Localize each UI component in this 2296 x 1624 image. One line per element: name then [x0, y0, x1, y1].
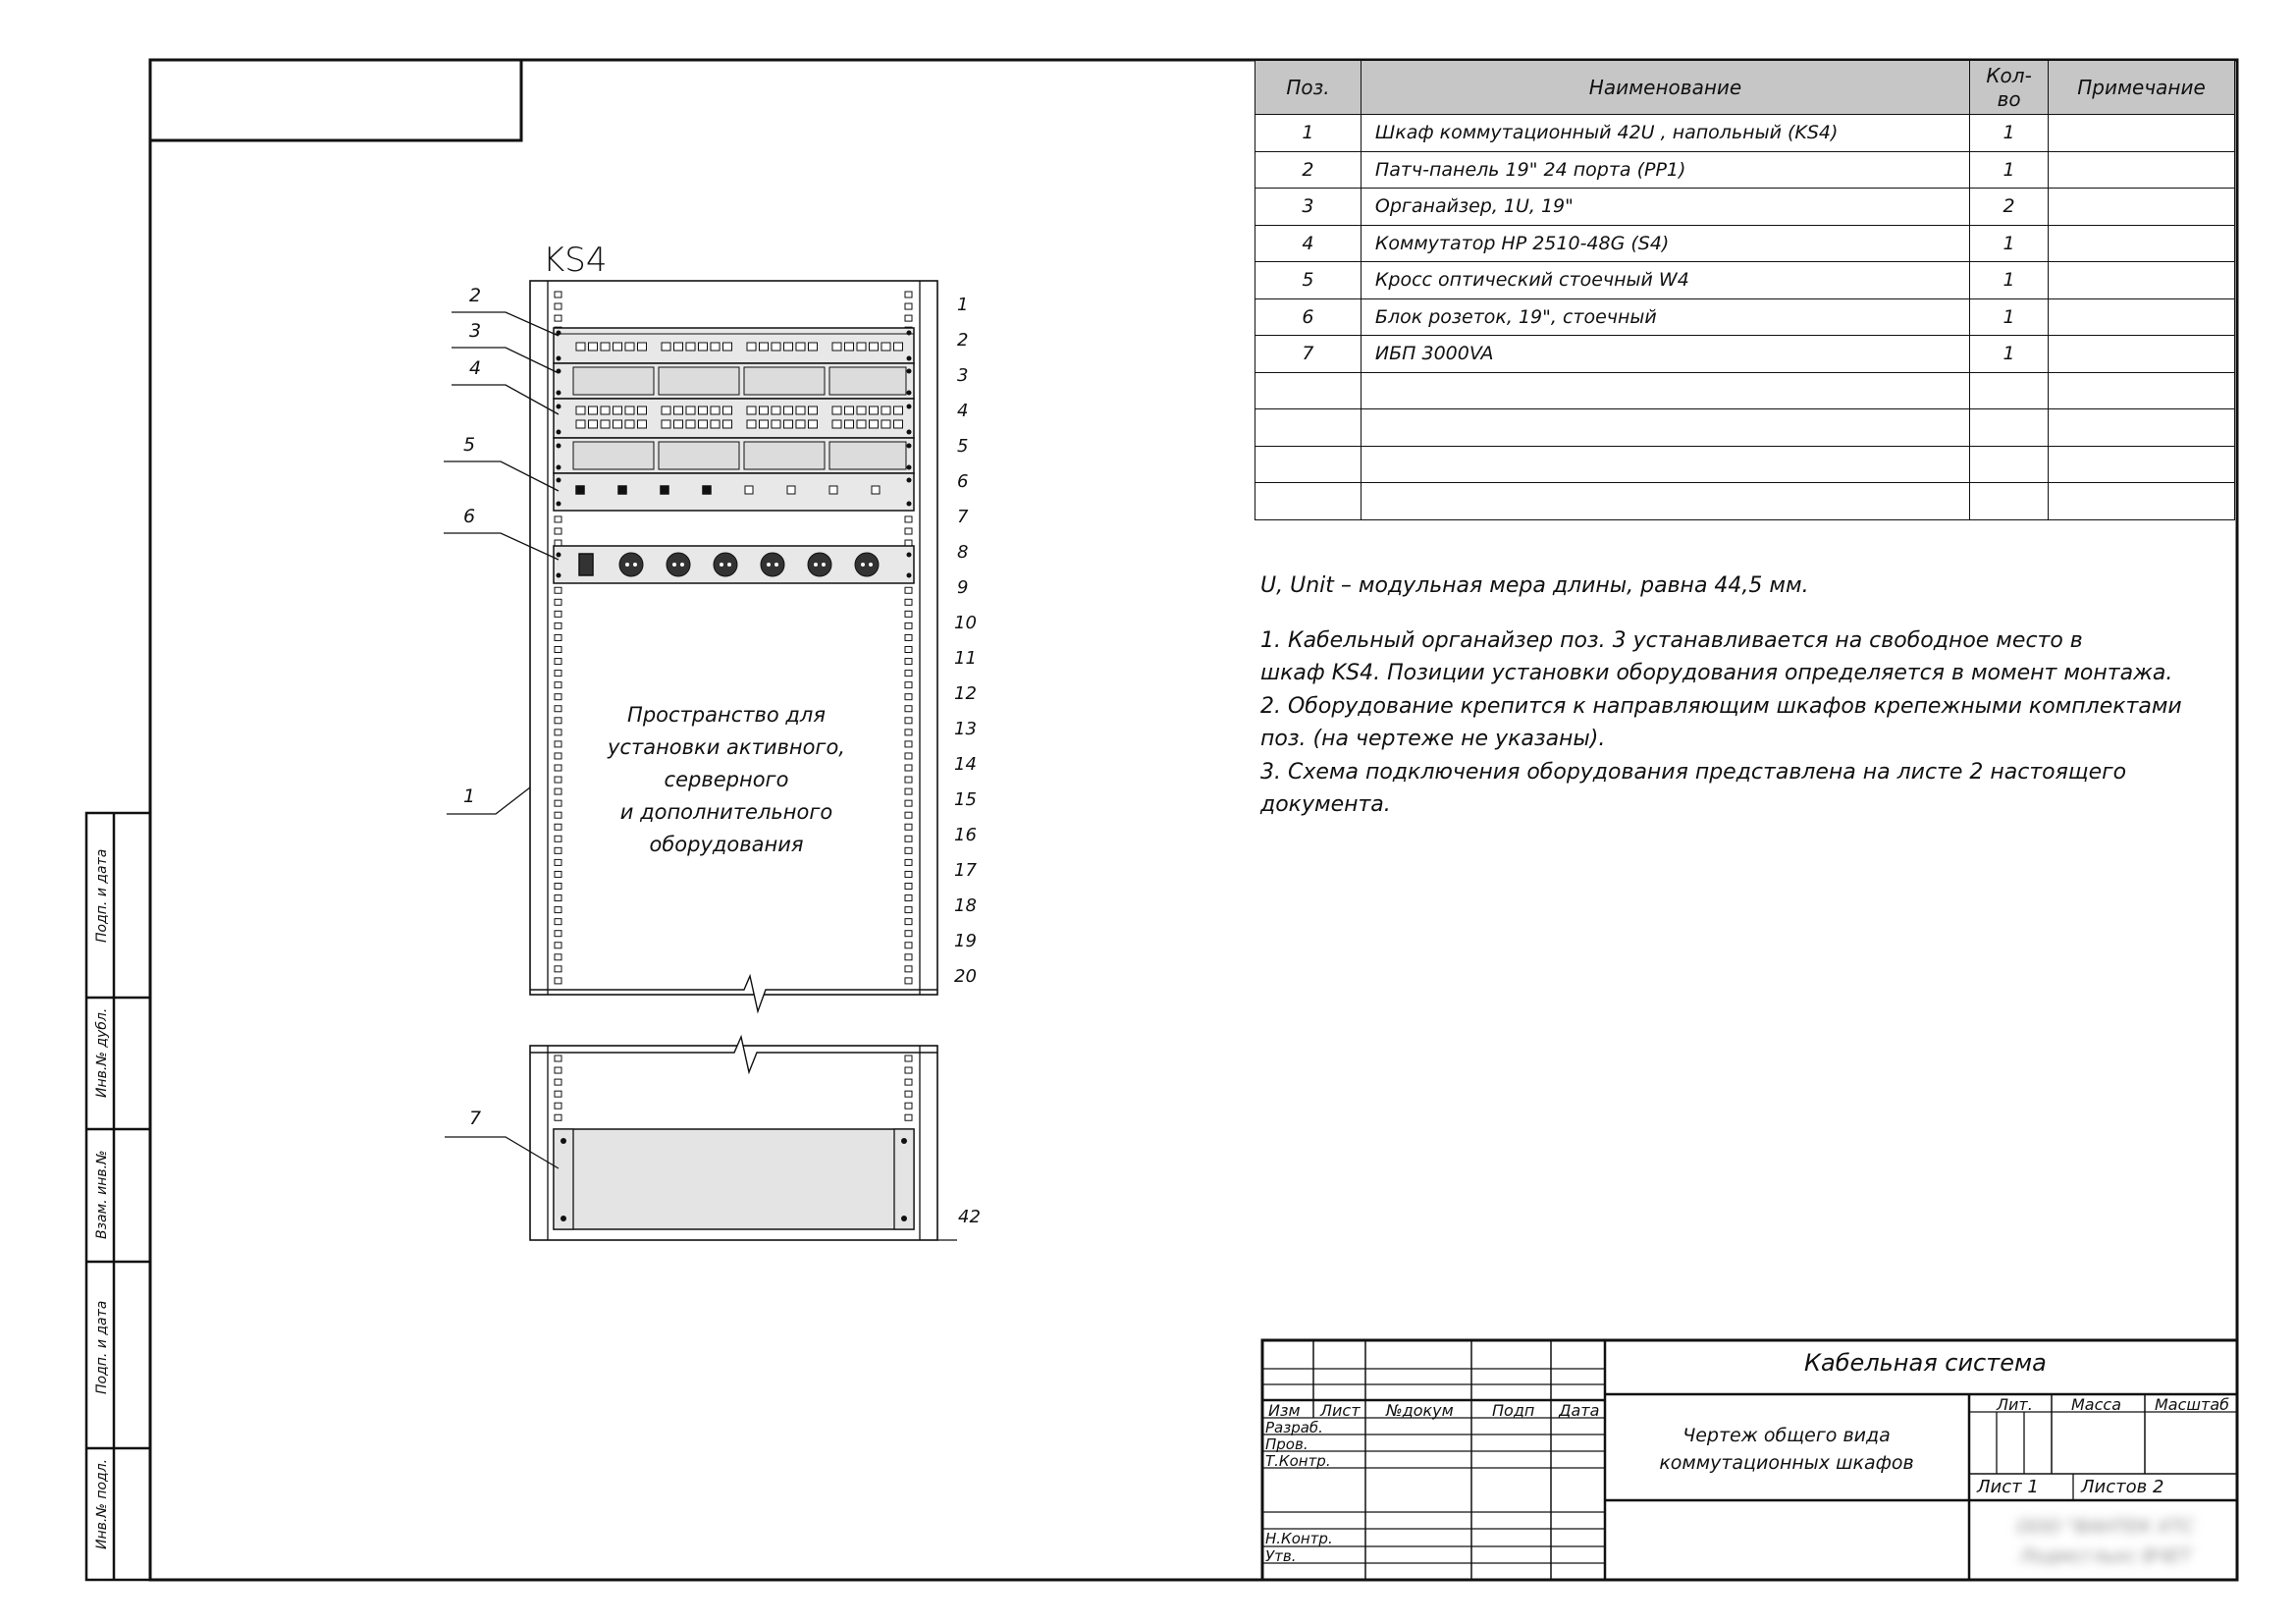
tb-sheet: Лист 1 — [1977, 1477, 2039, 1497]
power-strip-unit — [554, 546, 914, 583]
bom-cell-note — [2049, 151, 2235, 189]
bom-cell-pos: 5 — [1255, 262, 1362, 299]
bom-cell-qty: 2 — [1970, 189, 2049, 226]
bom-cell-note — [2049, 225, 2235, 262]
note-line: шкаф KS4. Позиции установки оборудования определяется в момент монтажа. — [1260, 661, 2173, 685]
bom-cell-note — [2049, 483, 2235, 520]
rack-unit-number: 19 — [954, 931, 977, 951]
side-label-inv-podl: Инв.№ подл. — [94, 1458, 110, 1549]
rack-unit-number: 10 — [954, 613, 977, 633]
bom-cell-pos — [1255, 372, 1362, 409]
rack-unit-number: 14 — [954, 754, 977, 775]
bom-cell-note — [2049, 372, 2235, 409]
tb-mass: Масса — [2071, 1395, 2122, 1414]
bom-cell-qty — [1970, 446, 2049, 483]
rack-unit-number: 17 — [954, 860, 977, 881]
tb-col-date: Дата — [1559, 1401, 1600, 1420]
rack-unit-number: 18 — [954, 895, 977, 916]
rack-unit-last: 42 — [958, 1207, 981, 1227]
rack-lower — [530, 1037, 937, 1240]
bom-cell-name — [1361, 372, 1969, 409]
drawing-title: Чертеж общего вида коммутационных шкафов — [1659, 1425, 1914, 1474]
bom-row — [1255, 115, 2235, 152]
tb-col-list: Лист — [1320, 1401, 1361, 1420]
bom-cell-name: Органайзер, 1U, 19" — [1361, 189, 1969, 226]
bom-cell-note — [2049, 298, 2235, 336]
unit-definition: U, Unit – модульная мера длины, равна 44,5 мм. — [1260, 573, 1809, 598]
top-left-stamp-box — [150, 60, 521, 140]
rack-unit-number: 15 — [954, 789, 977, 810]
rack-equipment — [554, 328, 914, 583]
rack-unit-number: 1 — [957, 295, 969, 315]
bom-cell-pos — [1255, 446, 1362, 483]
bom-cell-name: ИБП 3000VA — [1361, 336, 1969, 373]
drawing-notes — [1260, 569, 2222, 822]
bom-header-row — [1255, 61, 2235, 115]
bom-row — [1255, 151, 2235, 189]
rack-unit-number: 20 — [954, 966, 977, 987]
bom-cell-qty: 1 — [1970, 115, 2049, 152]
bom-cell-pos — [1255, 483, 1362, 520]
rack-unit-number: 12 — [954, 683, 977, 704]
company-name: ООО "ВАНТЕК ХТС Лодмсглькс ВЧЕТ — [2016, 1516, 2195, 1567]
bom-cell-pos: 3 — [1255, 189, 1362, 226]
callout-4: 4 — [469, 357, 482, 379]
system-title: Кабельная система — [1804, 1349, 2047, 1377]
organizer-unit — [554, 363, 914, 399]
note-line: поз. (на чертеже не указаны). — [1260, 727, 1606, 751]
tb-col-izm: Изм — [1268, 1401, 1301, 1420]
optical-cross-unit — [554, 473, 914, 511]
bom-cell-name: Коммутатор HP 2510-48G (S4) — [1361, 225, 1969, 262]
bom-cell-name — [1361, 446, 1969, 483]
bom-row — [1255, 336, 2235, 373]
bill-of-materials-table — [1255, 60, 2235, 520]
bom-cell-name: Патч-панель 19" 24 порта (PP1) — [1361, 151, 1969, 189]
cabinet-title: KS4 — [543, 241, 608, 280]
bom-cell-pos: 6 — [1255, 298, 1362, 336]
bom-cell-qty — [1970, 483, 2049, 520]
bom-row — [1255, 446, 2235, 483]
callout-2: 2 — [469, 285, 482, 306]
bom-cell-qty — [1970, 372, 2049, 409]
bom-header-name: Наименование — [1361, 61, 1969, 115]
bom-cell-name — [1361, 409, 1969, 447]
rack-unit-number: 9 — [957, 577, 969, 598]
rack-unit-number: 4 — [957, 401, 969, 421]
bom-cell-pos: 4 — [1255, 225, 1362, 262]
bom-cell-qty: 1 — [1970, 298, 2049, 336]
ups-unit — [554, 1129, 914, 1229]
bom-row — [1255, 225, 2235, 262]
callout-5: 5 — [463, 434, 476, 456]
bom-cell-pos — [1255, 409, 1362, 447]
bom-header-note: Примечание — [2049, 61, 2235, 115]
rack-unit-number: 2 — [957, 330, 969, 351]
bom-cell-note — [2049, 336, 2235, 373]
note-line: 1. Кабельный органайзер поз. 3 устанавливается на свободное место в — [1260, 627, 2083, 653]
side-label-vzam-inv: Взам. инв.№ — [94, 1150, 110, 1239]
bom-cell-name: Кросс оптический стоечный W4 — [1361, 262, 1969, 299]
tb-lit: Лит. — [1997, 1395, 2033, 1414]
bom-cell-pos: 7 — [1255, 336, 1362, 373]
switch-unit — [554, 399, 914, 438]
callout-3: 3 — [469, 320, 482, 342]
free-space-label: Пространство для установки активного, серверного и дополнительного оборудования — [608, 703, 845, 856]
rack-unit-number: 16 — [954, 825, 977, 845]
note-line: 2. Оборудование крепится к направляющим шкафов крепежными комплектами — [1260, 693, 2182, 719]
tb-sheets: Листов 2 — [2081, 1477, 2164, 1497]
side-label-sign-date-1: Подп. и дата — [94, 848, 110, 943]
patch-panel-unit — [554, 328, 914, 363]
bom-cell-qty: 1 — [1970, 262, 2049, 299]
note-line: 3. Схема подключения оборудования представлена на листе 2 настоящего документа. — [1260, 759, 2127, 817]
bom-row — [1255, 298, 2235, 336]
bom-cell-note — [2049, 189, 2235, 226]
bom-cell-note — [2049, 115, 2235, 152]
callout-1: 1 — [463, 785, 476, 807]
bom-row — [1255, 262, 2235, 299]
bom-cell-note — [2049, 262, 2235, 299]
callout-leaders — [444, 312, 559, 1168]
bom-cell-qty — [1970, 409, 2049, 447]
rack-unit-number: 11 — [954, 648, 977, 669]
bom-cell-qty: 1 — [1970, 151, 2049, 189]
callout-7: 7 — [469, 1108, 482, 1129]
rack-unit-number: 5 — [957, 436, 969, 457]
bom-header-qty: Кол-во — [1970, 61, 2049, 115]
bom-row — [1255, 409, 2235, 447]
rack-unit-number: 7 — [957, 507, 969, 527]
rack-unit-number: 6 — [957, 471, 969, 492]
bom-row — [1255, 372, 2235, 409]
bom-header-pos: Поз. — [1255, 61, 1362, 115]
bom-row — [1255, 483, 2235, 520]
bom-cell-name: Шкаф коммутационный 42U , напольный (KS4) — [1361, 115, 1969, 152]
tb-role-tkontr: Т.Контр. — [1265, 1452, 1331, 1470]
callout-6: 6 — [463, 506, 476, 527]
bom-cell-qty: 1 — [1970, 225, 2049, 262]
bom-cell-note — [2049, 409, 2235, 447]
rack-rail-holes-lower — [555, 1056, 912, 1120]
tb-role-nkontr: Н.Контр. — [1265, 1530, 1333, 1547]
rack-unit-number: 3 — [957, 365, 969, 386]
tb-col-docnum: №докум — [1386, 1401, 1454, 1420]
tb-role-utv: Утв. — [1265, 1547, 1297, 1565]
tb-role-prov: Пров. — [1265, 1435, 1308, 1453]
side-label-inv-dubl: Инв.№ дубл. — [94, 1007, 110, 1098]
bom-row — [1255, 189, 2235, 226]
bom-cell-pos: 2 — [1255, 151, 1362, 189]
organizer-unit-2 — [554, 438, 914, 473]
bom-cell-name — [1361, 483, 1969, 520]
rack-unit-number: 13 — [954, 719, 977, 739]
side-label-sign-date-2: Подп. и дата — [94, 1300, 110, 1394]
tb-scale: Масштаб — [2155, 1395, 2230, 1414]
bom-cell-note — [2049, 446, 2235, 483]
rack-unit-number: 8 — [957, 542, 969, 563]
tb-col-sign: Подп — [1492, 1401, 1535, 1420]
bom-cell-pos: 1 — [1255, 115, 1362, 152]
tb-role-razrab: Разраб. — [1265, 1419, 1323, 1436]
bom-cell-name: Блок розеток, 19", стоечный — [1361, 298, 1969, 336]
bom-cell-qty: 1 — [1970, 336, 2049, 373]
